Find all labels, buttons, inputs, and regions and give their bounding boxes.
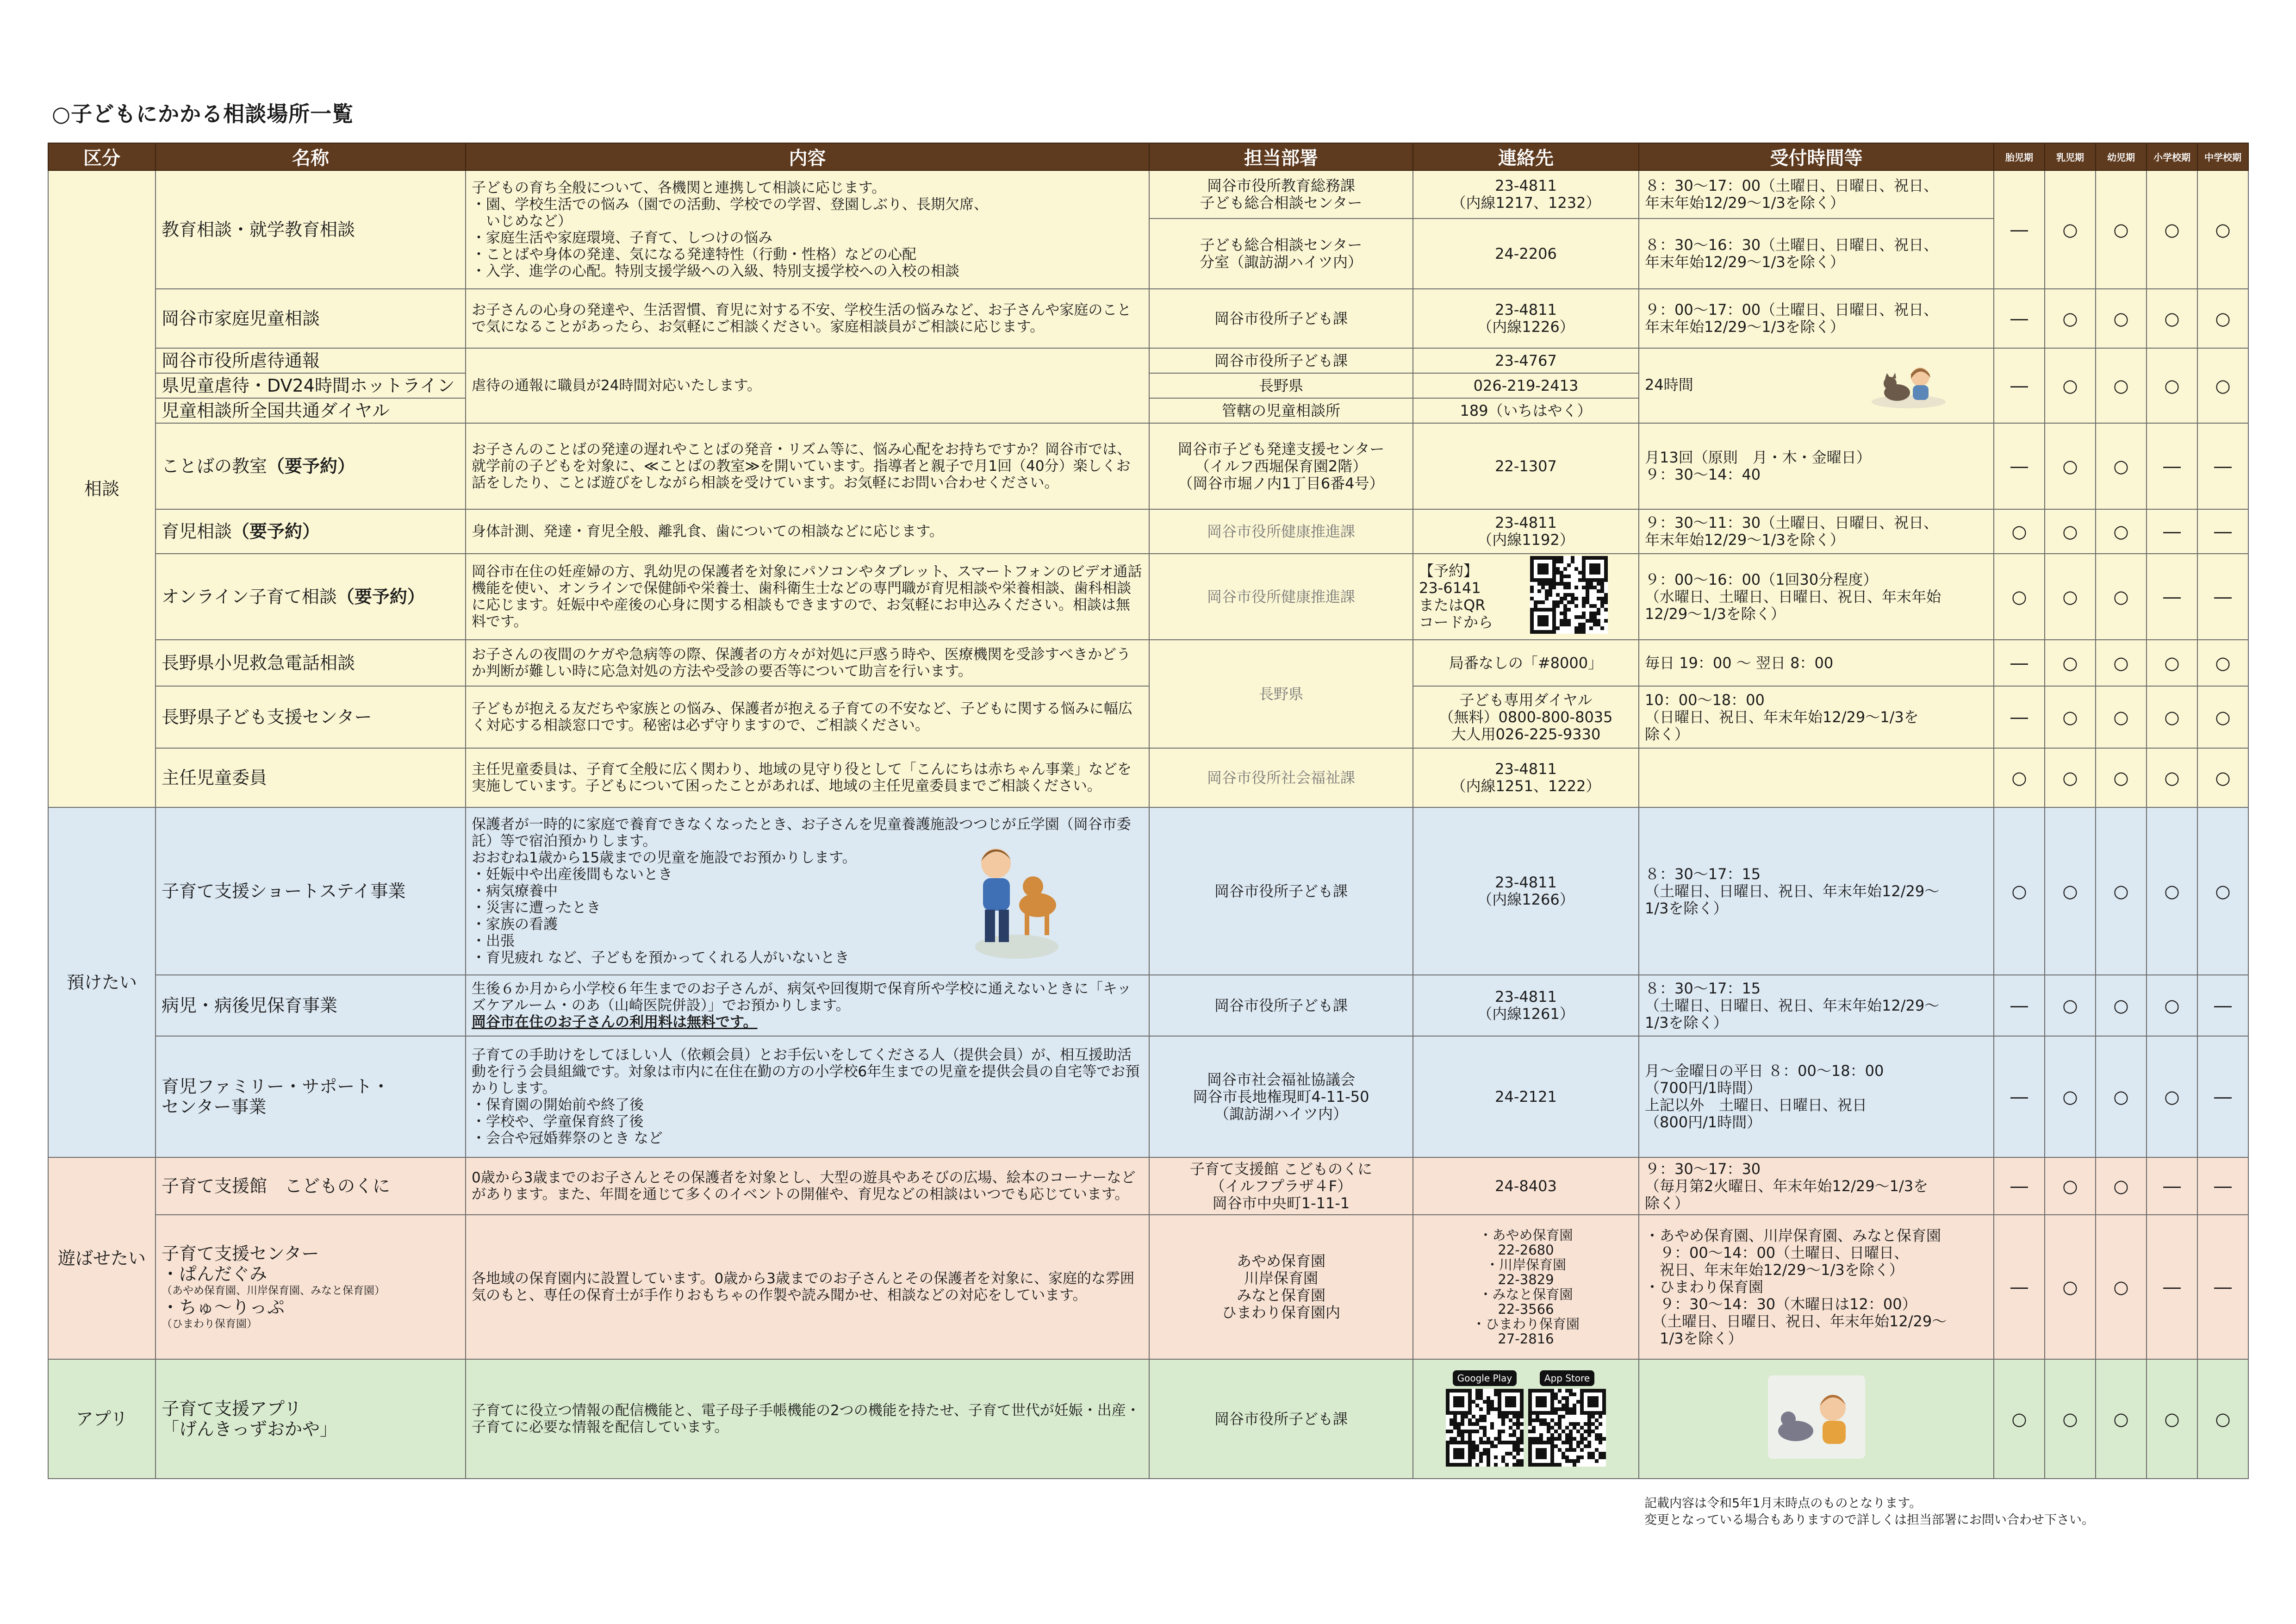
row-contact: 23-4811 （内線1251、1222） xyxy=(1413,748,1639,807)
table-row xyxy=(48,1036,2248,1157)
mark-elementary: ― xyxy=(2147,1157,2197,1215)
mark-toddler: ○ xyxy=(2096,1359,2147,1479)
row-name: 岡谷市役所虐待通報 xyxy=(156,348,466,373)
child-cat-illustration xyxy=(1865,360,1948,411)
mark-toddler: ○ xyxy=(2096,348,2147,423)
row-description: 子どもが抱える友だちや家族との悩み、保護者が抱える子育ての不安など、子どもに関する悩みに幅広く対応する相談窓口です。秘密は必ず守りますので、ご相談ください。 xyxy=(466,686,1149,748)
row-dept: 岡谷市役所子ども課 xyxy=(1149,975,1413,1036)
mark-toddler: ○ xyxy=(2096,423,2147,509)
mark-infant: ○ xyxy=(2045,807,2096,975)
row-dept: 子ども総合相談センター 分室（諏訪湖ハイツ内） xyxy=(1149,219,1413,289)
row-contact: 23-4811 （内線1266） xyxy=(1413,807,1639,975)
row-name: 長野県子ども支援センター xyxy=(156,686,466,748)
mark-junior-high: ― xyxy=(2197,423,2248,509)
row-name: 子育て支援ショートステイ事業 xyxy=(156,807,466,975)
google-play-block xyxy=(1446,1368,1524,1470)
row-description: お子さんの心身の発達や、生活習慣、育児に対する不安、学校生活の悩みなど、お子さんや家庭のことで気になることがあったら、お気軽にご相談ください。家庭相談員がご相談に応じます。 xyxy=(466,289,1149,348)
mark-infant: ○ xyxy=(2045,423,2096,509)
mark-toddler: ○ xyxy=(2096,289,2147,348)
mark-infant: ○ xyxy=(2045,509,2096,554)
row-dept: 岡谷市役所子ども課 xyxy=(1149,289,1413,348)
boy-dog-illustration xyxy=(964,836,1070,965)
mark-elementary: ― xyxy=(2147,1215,2197,1359)
row-contact: 23-4767 xyxy=(1413,348,1639,373)
mark-fetal: ― xyxy=(1994,289,2045,348)
row-name xyxy=(156,1215,466,1359)
mark-junior-high: ― xyxy=(2197,1157,2248,1215)
header-category: 区分 xyxy=(48,143,156,170)
row-contact: 23-4811 （内線1217、1232） xyxy=(1413,170,1639,219)
mark-junior-high: ○ xyxy=(2197,170,2248,289)
mark-toddler: ○ xyxy=(2096,509,2147,554)
row-contact: 24-2206 xyxy=(1413,219,1639,289)
row-description: 主任児童委員は、子育て全般に広く関わり、地域の見守り役として「こんにちは赤ちゃん事業」などを実施しています。子どもについて困ったことがあれば、地域の主任児童委員までご相談ください。 xyxy=(466,748,1149,807)
row-description: 子育てに役立つ情報の配信機能と、電子母子手帳機能の2つの機能を持たせ、子育て世代が妊娠・出産・子育てに必要な情報を配信しています。 xyxy=(466,1359,1149,1479)
google-play-badge[interactable]: Google Play xyxy=(1453,1370,1517,1386)
mark-junior-high: ○ xyxy=(2197,686,2248,748)
mark-junior-high: ○ xyxy=(2197,640,2248,686)
app-store-qr-code[interactable] xyxy=(1528,1389,1606,1470)
mark-infant: ○ xyxy=(2045,170,2096,289)
row-description: 0歳から3歳までのお子さんとその保護者を対象とし、大型の遊具やあそびの広場、絵本のコーナーなどがあります。また、年間を通じて多くのイベントの開催や、育児などの相談はいつでも応じています。 xyxy=(466,1157,1149,1215)
mark-elementary: ○ xyxy=(2147,807,2197,975)
table-row xyxy=(48,1359,2248,1479)
row-description: 子育ての手助けをしてほしい人（依頼会員）とお手伝いをしてくださる人（提供会員）が、相互援助活動を行う会員組織です。対象は市内に在住在勤の方の小学校6年生までの児童を提供会員の自宅等でお預かりします。 ・保育園の開始前や終了後 ・学校や、学童保育終了後 ・会合や冠婚葬祭のとき など xyxy=(466,1036,1149,1157)
row-hours: ９：30〜11：30（土曜日、日曜日、祝日、 年末年始12/29〜1/3を除く） xyxy=(1639,509,1994,554)
mark-elementary: ― xyxy=(2147,509,2197,554)
mark-infant: ○ xyxy=(2045,289,2096,348)
row-dept: 岡谷市社会福祉協議会 岡谷市長地権現町4-11-50 （諏訪湖ハイツ内） xyxy=(1149,1036,1413,1157)
row-dept: 岡谷市役所子ども課 xyxy=(1149,348,1413,373)
mark-fetal: ― xyxy=(1994,348,2045,423)
row-name: 子育て支援館 こどものくに xyxy=(156,1157,466,1215)
mark-elementary: ○ xyxy=(2147,748,2197,807)
mark-junior-high: ― xyxy=(2197,1215,2248,1359)
row-name: 県児童虐待・DV24時間ホットライン xyxy=(156,373,466,398)
mark-fetal: ― xyxy=(1994,975,2045,1036)
table-row xyxy=(48,509,2248,554)
header-age-junior-high: 中学校期 xyxy=(2197,143,2248,170)
row-dept: 岡谷市役所子ども課 xyxy=(1149,807,1413,975)
row-contact: 子ども専用ダイヤル （無料）0800-800-8035 大人用026-225-9330 xyxy=(1413,686,1639,748)
header-age-elementary: 小学校期 xyxy=(2147,143,2197,170)
row-dept: 岡谷市役所社会福祉課 xyxy=(1149,748,1413,807)
mark-elementary: ― xyxy=(2147,554,2197,640)
header-contact: 連絡先 xyxy=(1413,143,1639,170)
row-name-text: オンライン子育て相談 xyxy=(162,587,337,607)
row-dept: 岡谷市役所子ども課 xyxy=(1149,1359,1413,1479)
row-hours xyxy=(1639,748,1994,807)
consultation-table xyxy=(48,143,2249,1479)
row-description: お子さんの夜間のケガや急病等の際、保護者の方々が対処に戸惑う時や、医療機関を受診すべきかどうか判断が難しい時に応急対処の方法や受診の要否等について助言を行います。 xyxy=(466,640,1149,686)
center-sub-panda-note: （あやめ保育園、川岸保育園、みなと保育園） xyxy=(162,1285,385,1297)
row-hours: ・あやめ保育園、川岸保育園、みなと保育園 ９：00〜14：00（土曜日、日曜日、 祝日、年末年始12/29〜1/3を除く） ・ひまわり保育園 ９：30〜14：30（木曜日は12：00） （土曜日、日曜日、祝日、年末年始12/29〜 1/3を除く） xyxy=(1639,1215,1994,1359)
header-content: 内容 xyxy=(466,143,1149,170)
reservation-qr-code[interactable] xyxy=(1530,556,1608,637)
mark-fetal: ― xyxy=(1994,640,2045,686)
mark-toddler: ○ xyxy=(2096,748,2147,807)
mark-infant: ○ xyxy=(2045,1157,2096,1215)
mark-fetal: ― xyxy=(1994,423,2045,509)
row-description: 各地域の保育園内に設置しています。0歳から3歳までのお子さんとその保護者を対象に、家庭的な雰囲気のもと、専任の保育士が手作りおもちゃの作製や読み聞かせ、相談などの対応をしています。 xyxy=(466,1215,1149,1359)
mark-junior-high: ○ xyxy=(2197,748,2248,807)
mark-junior-high: ○ xyxy=(2197,348,2248,423)
header-age-fetal: 胎児期 xyxy=(1994,143,2045,170)
mark-fetal: ― xyxy=(1994,686,2045,748)
mark-infant: ○ xyxy=(2045,640,2096,686)
table-row xyxy=(48,423,2248,509)
reservation-required: （要予約） xyxy=(336,587,425,607)
footnote-date: 記載内容は令和5年1月末時点のものとなります。 xyxy=(1644,1496,1922,1511)
mark-infant: ○ xyxy=(2045,1359,2096,1479)
row-description xyxy=(466,807,1149,975)
free-of-charge-note: 岡谷市在住のお子さんの利用料は無料です。 xyxy=(472,1014,758,1031)
mark-elementary: ― xyxy=(2147,423,2197,509)
row-hours: 10：00〜18：00 （日曜日、祝日、年末年始12/29〜1/3を 除く） xyxy=(1639,686,1994,748)
row-description: 子どもの育ち全般について、各機関と連携して相談に応じます。 ・園、学校生活での悩み（園での活動、学校での学習、登園しぶり、長期欠席、 いじめなど） ・家庭生活や家庭環境、子育て、しつけの悩み ・ことばや身体の発達、気になる発達特性（行動・性格）などの心配 ・入学、進学の心配。特別支援学級への入級、特別支援学校への入校の相談 xyxy=(466,170,1149,289)
row-contact: 23-4811 （内線1226） xyxy=(1413,289,1639,348)
mark-elementary: ○ xyxy=(2147,640,2197,686)
reservation-info: 【予約】 23-6141 またはQR コードから xyxy=(1419,562,1493,631)
mark-infant: ○ xyxy=(2045,975,2096,1036)
mark-toddler: ○ xyxy=(2096,975,2147,1036)
row-name xyxy=(156,554,466,640)
center-sub-tulip: ・ちゅ〜りっぷ xyxy=(162,1297,285,1318)
table-row xyxy=(48,686,2248,748)
mark-infant: ○ xyxy=(2045,1215,2096,1359)
row-hours: ８：30〜17：15 （土曜日、日曜日、祝日、年末年始12/29〜 1/3を除く） xyxy=(1639,975,1994,1036)
byoji-text: 生後６か月から小学校６年生までのお子さんが、病気や回復期で保育所や学校に通えないときに「キッズケアルーム・のあ（山崎医院併設）」でお預かりします。 xyxy=(472,981,1132,1014)
table-row xyxy=(48,807,2248,975)
mark-elementary: ○ xyxy=(2147,975,2197,1036)
row-hours: 月〜金曜日の平日 ８：00〜18：00 （700円/1時間） 上記以外 土曜日、日曜日、祝日 （800円/1時間） xyxy=(1639,1036,1994,1157)
center-sub-panda: ・ぱんだぐみ xyxy=(162,1264,268,1284)
row-contact: 026-219-2413 xyxy=(1413,373,1639,398)
mark-infant: ○ xyxy=(2045,686,2096,748)
app-illustration xyxy=(1768,1375,1865,1459)
center-sub-tulip-note: （ひまわり保育園） xyxy=(162,1318,257,1330)
row-dept: 長野県 xyxy=(1149,373,1413,398)
mark-fetal: ― xyxy=(1994,1157,2045,1215)
row-name xyxy=(156,423,466,509)
row-description: 岡谷市在住の妊産婦の方、乳幼児の保護者を対象にパソコンやタブレット、スマートフォンのビデオ通話機能を使い、オンラインで保健師や栄養士、歯科衛生士などの専門職が育児相談や栄養相談、歯科相談に応じます。妊娠中や産後の心身に関する相談もできますので、お気軽にお申込みください。相談は無料です。 xyxy=(466,554,1149,640)
mark-fetal: ○ xyxy=(1994,1359,2045,1479)
row-name: 育児ファミリー・サポート・ センター事業 xyxy=(156,1036,466,1157)
row-name: 子育て支援アプリ 「げんきっずおかや」 xyxy=(156,1359,466,1479)
mark-infant: ○ xyxy=(2045,348,2096,423)
mark-elementary: ○ xyxy=(2147,289,2197,348)
mark-infant: ○ xyxy=(2045,554,2096,640)
qr-pattern xyxy=(1528,1389,1606,1467)
row-dept: 子育て支援館 こどものくに （イルフプラザ４F） 岡谷市中央町1-11-1 xyxy=(1149,1157,1413,1215)
row-hours: 月13回（原則 月・木・金曜日） ９：30〜14：40 xyxy=(1639,423,1994,509)
row-contact xyxy=(1413,554,1639,640)
row-contact: 189（いちはやく） xyxy=(1413,398,1639,423)
qr-pattern xyxy=(1446,1389,1524,1467)
mark-toddler: ○ xyxy=(2096,686,2147,748)
mark-toddler: ○ xyxy=(2096,1036,2147,1157)
table-row xyxy=(48,640,2248,686)
mark-fetal: ○ xyxy=(1994,807,2045,975)
reservation-required: （要予約） xyxy=(232,521,320,542)
mark-junior-high: ○ xyxy=(2197,807,2248,975)
row-contact: 23-4811 （内線1261） xyxy=(1413,975,1639,1036)
mark-infant: ○ xyxy=(2045,1036,2096,1157)
row-contact: 23-4811 （内線1192） xyxy=(1413,509,1639,554)
mark-elementary: ○ xyxy=(2147,1036,2197,1157)
mark-fetal: ○ xyxy=(1994,509,2045,554)
mark-toddler: ○ xyxy=(2096,640,2147,686)
mark-junior-high: ― xyxy=(2197,554,2248,640)
row-hours: ８：30〜17：15 （土曜日、日曜日、祝日、年末年始12/29〜 1/3を除く） xyxy=(1639,807,1994,975)
row-description: お子さんのことばの発達の遅れやことばの発音・リズム等に、悩み心配をお持ちですか？岡谷市では、就学前の子どもを対象に、≪ことばの教室≫を開いています。指導者と親子で月1回（40分）楽しくお話をしたり、ことば遊びをしながら相談を受けています。お気軽にお問い合わせください。 xyxy=(466,423,1149,509)
row-hours: ９：00〜16：00（1回30分程度） （水曜日、土曜日、日曜日、祝日、年末年始 12/29〜1/3を除く） xyxy=(1639,554,1994,640)
mark-junior-high: ― xyxy=(2197,509,2248,554)
row-dept: 長野県 xyxy=(1149,640,1413,748)
row-hours: ９：00〜17：00（土曜日、日曜日、祝日、 年末年始12/29〜1/3を除く） xyxy=(1639,289,1994,348)
row-contact: 24-8403 xyxy=(1413,1157,1639,1215)
category-consult: 相談 xyxy=(48,170,156,807)
row-description: 身体計測、発達・育児全般、離乳食、歯についての相談などに応じます。 xyxy=(466,509,1149,554)
header-hours: 受付時間等 xyxy=(1639,143,1994,170)
row-name: 岡谷市家庭児童相談 xyxy=(156,289,466,348)
row-contact: 24-2121 xyxy=(1413,1036,1639,1157)
row-hours xyxy=(1639,348,1994,423)
mark-junior-high: ― xyxy=(2197,1036,2248,1157)
mark-junior-high: ― xyxy=(2197,975,2248,1036)
table-row xyxy=(48,1157,2248,1215)
row-hours: 毎日 19：00 〜 翌日 8：00 xyxy=(1639,640,1994,686)
row-name: 児童相談所全国共通ダイヤル xyxy=(156,398,466,423)
reservation-required: （要予約） xyxy=(267,456,355,476)
row-name xyxy=(156,509,466,554)
header-dept: 担当部署 xyxy=(1149,143,1413,170)
row-name: 教育相談・就学教育相談 xyxy=(156,170,466,289)
center-name: 子育て支援センター xyxy=(162,1243,319,1264)
row-hours: ９：30〜17：30 （毎月第2火曜日、年末年始12/29〜1/3を 除く） xyxy=(1639,1157,1994,1215)
mark-toddler: ○ xyxy=(2096,554,2147,640)
mark-junior-high: ○ xyxy=(2197,289,2248,348)
row-name: 病児・病後児保育事業 xyxy=(156,975,466,1036)
row-contact: 局番なしの「#8000」 xyxy=(1413,640,1639,686)
table-row xyxy=(48,1215,2248,1359)
app-store-badge[interactable]: App Store xyxy=(1540,1370,1594,1386)
qr-pattern xyxy=(1530,556,1608,634)
table-row xyxy=(48,289,2248,348)
mark-toddler: ○ xyxy=(2096,1157,2147,1215)
mark-fetal: ○ xyxy=(1994,554,2045,640)
row-hours: ８：30〜16：30（土曜日、日曜日、祝日、 年末年始12/29〜1/3を除く） xyxy=(1639,219,1994,289)
table-row xyxy=(48,554,2248,640)
mark-toddler: ○ xyxy=(2096,1215,2147,1359)
table-row xyxy=(48,170,2248,219)
mark-elementary: ○ xyxy=(2147,348,2197,423)
footnotes xyxy=(1644,1495,2094,1529)
mark-infant: ○ xyxy=(2045,748,2096,807)
row-contact: ・あやめ保育園 22-2680 ・川岸保育園 22-3829 ・みなと保育園 22-3566 ・ひまわり保育園 27-2816 xyxy=(1413,1215,1639,1359)
row-name-text: ことばの教室 xyxy=(162,456,268,476)
table-row xyxy=(48,975,2248,1036)
row-dept: 岡谷市役所教育総務課 子ども総合相談センター xyxy=(1149,170,1413,219)
row-hours xyxy=(1639,1359,1994,1479)
mark-elementary: ○ xyxy=(2147,686,2197,748)
mark-fetal: ― xyxy=(1994,170,2045,289)
page-title: ○子どもにかかる相談場所一覧 xyxy=(52,101,354,126)
table-row xyxy=(48,748,2248,807)
category-play: 遊ばせたい xyxy=(48,1157,156,1359)
row-description: 虐待の通報に職員が24時間対応いたします。 xyxy=(466,348,1149,423)
row-dept: 岡谷市役所健康推進課 xyxy=(1149,554,1413,640)
row-dept: あやめ保育園 川岸保育園 みなと保育園 ひまわり保育園内 xyxy=(1149,1215,1413,1359)
category-leave: 預けたい xyxy=(48,807,156,1157)
header-row xyxy=(48,143,2248,170)
row-name-text: 育児相談 xyxy=(162,521,232,542)
google-play-qr-code[interactable] xyxy=(1446,1389,1524,1470)
mark-toddler: ○ xyxy=(2096,807,2147,975)
header-name: 名称 xyxy=(156,143,466,170)
shortstay-text: 保護者が一時的に家庭で養育できなくなったとき、お子さんを児童養護施設つつじが丘学園（岡谷市委託）等で宿泊預かりします。 おおむね1歳から15歳までの児童を施設でお預かりします。 ・妊娠中や出産後間もないとき ・病気療養中 ・災害に遭ったとき ・家族の看護 ・出張 ・育児疲れ など、子どもを預かってくれる人がいないとき xyxy=(472,816,1131,966)
mark-fetal: ― xyxy=(1994,1215,2045,1359)
mark-elementary: ○ xyxy=(2147,170,2197,289)
mark-elementary: ○ xyxy=(2147,1359,2197,1479)
row-dept: 管轄の児童相談所 xyxy=(1149,398,1413,423)
header-age-infant: 乳児期 xyxy=(2045,143,2096,170)
row-dept: 岡谷市役所健康推進課 xyxy=(1149,509,1413,554)
mark-fetal: ○ xyxy=(1994,748,2045,807)
row-hours: ８：30〜17：00（土曜日、日曜日、祝日、 年末年始12/29〜1/3を除く） xyxy=(1639,170,1994,219)
row-dept: 岡谷市子ども発達支援センター （イルフ西堀保育園2階） （岡谷市堀ノ内1丁目6番4号） xyxy=(1149,423,1413,509)
header-age-toddler: 幼児期 xyxy=(2096,143,2147,170)
category-app: アプリ xyxy=(48,1359,156,1479)
row-contact: 22-1307 xyxy=(1413,423,1639,509)
row-name: 主任児童委員 xyxy=(156,748,466,807)
mark-fetal: ― xyxy=(1994,1036,2045,1157)
mark-junior-high: ○ xyxy=(2197,1359,2248,1479)
row-name: 長野県小児救急電話相談 xyxy=(156,640,466,686)
row-description xyxy=(466,975,1149,1036)
row-contact xyxy=(1413,1359,1639,1479)
hours-24: 24時間 xyxy=(1645,376,1693,394)
mark-toddler: ○ xyxy=(2096,170,2147,289)
app-store-block xyxy=(1528,1368,1606,1470)
table-row xyxy=(48,348,2248,373)
footnote-contact: 変更となっている場合もありますので詳しくは担当部署にお問い合わせ下さい。 xyxy=(1644,1513,2094,1527)
